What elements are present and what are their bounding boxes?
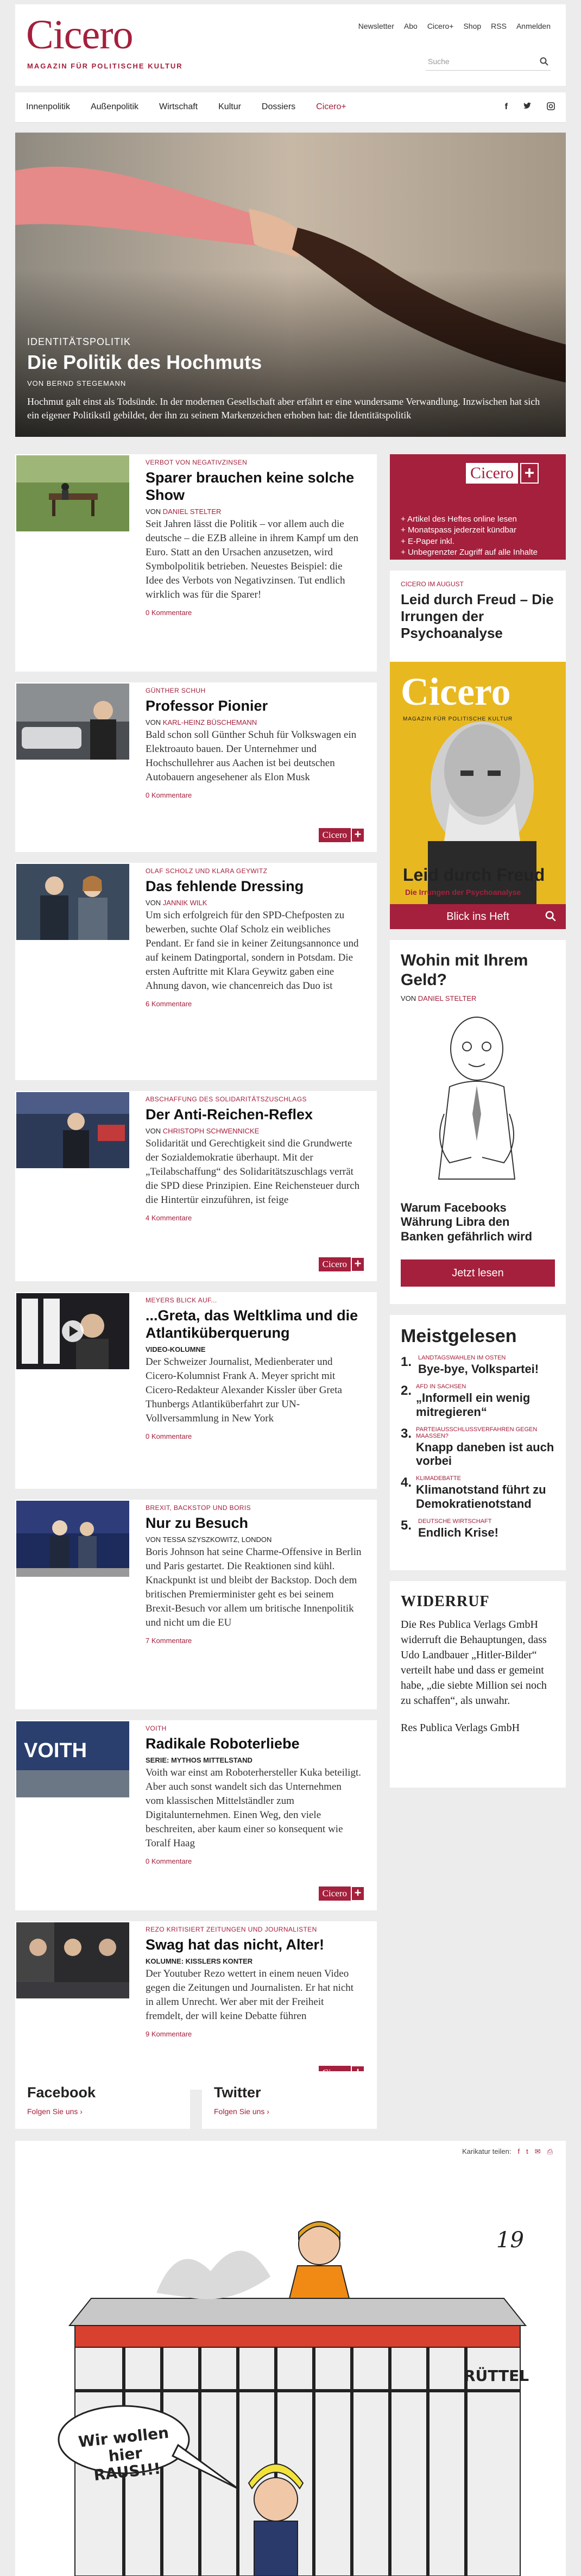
article-teaser: Um sich erfolgreich für den SPD-Chefposten zu bewerben, suchte Olaf Scholz ein weibliches Pendant. Er fand sie in keiner Zeitungsannonce und auf keinem Datingportal, sondern in Potsdam. Die ersten Auftritte mit Klara Geywitz gaben eine Ahnung davon, wie chancenreich das Duo ist xyxy=(146,909,359,992)
article-byline: VON CHRISTOPH SCHWENNICKE xyxy=(146,1126,260,1135)
promo-benefit: + Monatspass jederzeit kündbar xyxy=(401,525,555,536)
meistgelesen-item[interactable]: 4. KLIMADEBATTE Klimanotstand führt zu Demokratienotstand xyxy=(401,1475,546,1510)
geld-subtitle[interactable]: Warum Facebooks Währung Libra den Banken gefährlich wird xyxy=(401,1201,533,1243)
article-kicker: OLAF SCHOLZ UND KLARA GEYWITZ xyxy=(146,867,268,875)
share-twitter-icon[interactable]: t xyxy=(526,2147,528,2155)
article-thumbnail[interactable] xyxy=(16,864,129,940)
article-card[interactable] xyxy=(15,682,377,852)
meistgelesen-item[interactable]: 5. DEUTSCHE WIRTSCHAFT Endlich Krise! xyxy=(401,1518,498,1540)
nav-aussenpolitik[interactable]: Außenpolitik xyxy=(90,102,138,111)
article-byline: VON JANNIK WILK xyxy=(146,898,207,907)
article-kicker: MEYERS BLICK AUF... xyxy=(146,1296,217,1304)
hero-byline: VON BERND STEGEMANN xyxy=(27,379,127,388)
promo-benefit: + Artikel des Heftes online lesen xyxy=(401,514,555,525)
article-card[interactable] xyxy=(15,863,377,1080)
widerruf-title: WIDERRUF xyxy=(401,1593,490,1610)
nav-dossiers[interactable]: Dossiers xyxy=(261,102,296,111)
geld-byline: VON DANIEL STELTER xyxy=(401,994,477,1002)
article-series: KOLUMNE: KISSLERS KONTER xyxy=(146,1957,253,1965)
site-header xyxy=(15,4,566,86)
article-title[interactable]: Professor Pionier xyxy=(146,698,268,714)
issue-kicker: CICERO IM AUGUST xyxy=(401,580,464,588)
article-title[interactable]: Der Anti-Reichen-Reflex xyxy=(146,1106,313,1123)
article-title[interactable]: Nur zu Besuch xyxy=(146,1515,249,1531)
toplink-newsletter[interactable]: Newsletter xyxy=(358,22,394,30)
promo-benefit: + E-Paper inkl. xyxy=(401,536,555,547)
article-teaser: Boris Johnson hat seine Charme-Offensive in Berlin und Paris gestartet. Die Reaktionen sind kühl. Knackpunkt ist und bleibt der Backstop. Doch dem britischen Premierminister geht es bei seinem Brexit-Besuch vor allem um britische Innenpolitik und nicht um die EU xyxy=(146,1546,362,1628)
magazine-cover[interactable] xyxy=(390,662,566,906)
toplink-abo[interactable]: Abo xyxy=(403,22,418,30)
article-thumbnail[interactable] xyxy=(16,1922,129,1998)
article-card[interactable] xyxy=(15,1292,377,1489)
article-byline: VON KARL-HEINZ BÜSCHEMANN xyxy=(146,718,257,726)
article-thumbnail[interactable] xyxy=(16,684,129,760)
article-series: VIDEO-KOLUMNE xyxy=(146,1345,206,1353)
article-title[interactable]: Sparer brauchen keine solche Show xyxy=(146,469,355,503)
cartoon-section xyxy=(15,2141,566,2576)
meistgelesen-title: Meistgelesen xyxy=(401,1326,517,1346)
facebook-icon[interactable]: f xyxy=(504,102,508,111)
instagram-icon[interactable] xyxy=(547,102,555,113)
article-byline xyxy=(146,1957,362,1965)
nav-wirtschaft[interactable]: Wirtschaft xyxy=(159,102,198,111)
toplink-anmelden[interactable]: Anmelden xyxy=(516,22,551,30)
article-kicker: ABSCHAFFUNG DES SOLIDARITÄTSZUSCHLAGS xyxy=(146,1095,307,1103)
geld-teaser[interactable] xyxy=(390,940,566,1304)
top-links xyxy=(358,22,551,30)
author-sketch xyxy=(412,1005,542,1190)
meistgelesen-item[interactable]: 3. PARTEIAUSSCHLUSSVERFAHREN GEGEN MAASSEN? Knapp daneben ist auch vorbei xyxy=(401,1426,554,1468)
site-tagline: MAGAZIN FÜR POLITISCHE KULTUR xyxy=(27,62,183,70)
hero-teaser: Hochmut galt einst als Todsünde. In der modernen Gesellschaft aber erfährt er eine wundersame Verwandlung. Inzwischen hat sich ein eigener Politikstil gebildet, der ihn zu seinem Markenzeichen erhoben hat: die Identitätspolitik xyxy=(27,396,540,421)
issue-title[interactable]: Leid durch Freud – Die Irrungen der Psychoanalyse xyxy=(401,591,554,642)
nav-cicero-plus[interactable]: Cicero+ xyxy=(316,102,346,111)
article-card[interactable] xyxy=(15,1091,377,1281)
article-card[interactable] xyxy=(15,1500,377,1709)
article-kicker: BREXIT, BACKSTOP UND BORIS xyxy=(146,1504,251,1512)
svg-text:VOITH: VOITH xyxy=(24,1739,87,1762)
search-placeholder: Suche xyxy=(428,57,450,66)
article-title[interactable]: ...Greta, das Weltklima und die Atlantiküberquerung xyxy=(146,1307,358,1341)
main-nav xyxy=(15,92,566,123)
article-author[interactable]: DANIEL STELTER xyxy=(162,507,222,516)
article-teaser: Voith war einst am Roboterhersteller Kuka beteiligt. Aber auch sonst wandelt sich das Unternehmen vom klassischen Mittelständler zum Digitalunternehmen. Einen Weg, den viele beschreiten, aber kaum einer so konsequent wie Toralf Haag xyxy=(146,1766,361,1849)
cartoon-artist: RÜTTEL xyxy=(464,2367,529,2385)
toplink-rss[interactable]: RSS xyxy=(491,22,507,30)
cartoon-year: 19 xyxy=(496,2228,524,2253)
facebook-follow-link[interactable]: Folgen Sie uns › xyxy=(27,2107,83,2116)
article-comments[interactable]: 0 Kommentare xyxy=(146,1857,192,1865)
article-author[interactable]: KARL-HEINZ BÜSCHEMANN xyxy=(162,718,257,726)
article-card[interactable] xyxy=(15,1921,377,2090)
article-teaser: Seit Jahren lässt die Politik – vor allem auch die deutsche – die EZB alleine in ihrem Kampf um den Euro. Statt an den Ursachen anzusetzen, wird Symbolpolitik betrieben. Neuestes Beispiel: die Idee des Verbots von Negativzinsen. Tut endlich wirklich was für die Sparer! xyxy=(146,518,359,600)
cicero-plus-badge: Cicero + xyxy=(319,1886,364,1901)
cicero-plus-badge: Cicero + xyxy=(319,828,364,842)
meistgelesen-item[interactable]: 2. AFD IN SACHSEN „Informell ein wenig mitregieren“ xyxy=(401,1383,531,1419)
hero-article[interactable] xyxy=(15,133,566,437)
meistgelesen-item[interactable]: 1. LANDTAGSWAHLEN IM OSTEN Bye-bye, Volkspartei! xyxy=(401,1355,539,1376)
article-kicker: VERBOT VON NEGATIVZINSEN xyxy=(146,459,248,466)
cicero-plus-promo[interactable] xyxy=(390,454,566,560)
cover-logo: Cicero xyxy=(401,670,511,713)
share-email-icon[interactable]: ✉ xyxy=(534,2147,541,2155)
share-print-icon[interactable]: ⎙ xyxy=(547,2147,553,2155)
site-logo[interactable]: Cicero xyxy=(26,12,133,58)
cartoon-speech: Wir wollen hier RAUS!!! xyxy=(77,2423,170,2485)
article-kicker: GÜNTHER SCHUH xyxy=(146,687,206,694)
article-card[interactable] xyxy=(15,454,377,672)
article-author[interactable]: CHRISTOPH SCHWENNICKE xyxy=(162,1126,260,1135)
article-comments[interactable]: 6 Kommentare xyxy=(146,999,192,1008)
article-title[interactable]: Swag hat das nicht, Alter! xyxy=(146,1936,325,1953)
blick-ins-heft-button[interactable]: Blick ins Heft xyxy=(390,904,566,929)
search-icon xyxy=(545,911,556,922)
nav-kultur[interactable]: Kultur xyxy=(218,102,241,111)
article-byline xyxy=(146,1756,362,1764)
article-teaser: Der Schweizer Journalist, Medienberater und Cicero-Kolumnist Frank A. Meyer spricht mit Cicero-Redakteur Alexander Kissler über Greta Thunbergs Atlantiküberfahrt zur UN-Vollversammlung in New York xyxy=(146,1356,342,1424)
cover-tagline: MAGAZIN FÜR POLITISCHE KULTUR xyxy=(403,716,513,722)
facebook-title: Facebook xyxy=(27,2084,96,2101)
meistgelesen-box xyxy=(390,1315,566,1570)
article-kicker: REZO KRITISIERT ZEITUNGEN UND JOURNALISTEN xyxy=(146,1926,317,1933)
cover-subtitle: Die Irrungen der Psychoanalyse xyxy=(405,888,521,897)
article-teaser: Bald schon soll Günther Schuh für Volkswagen ein Elektroauto bauen. Der Unternehmer und Hochschullehrer aus Aachen ist bei deutschen Autobauern angesehener als Elon Musk xyxy=(146,729,357,783)
article-author[interactable]: TESSA SZYSZKOWITZ, LONDON xyxy=(162,1535,272,1544)
geld-title[interactable]: Wohin mit Ihrem Geld? xyxy=(401,951,528,989)
facebook-follow-box[interactable] xyxy=(15,2071,190,2129)
article-byline: VON TESSA SZYSZKOWITZ, LONDON xyxy=(146,1535,272,1544)
article-comments[interactable]: 0 Kommentare xyxy=(146,791,192,799)
article-comments[interactable]: 9 Kommentare xyxy=(146,2029,192,2038)
geld-author[interactable]: DANIEL STELTER xyxy=(418,994,477,1002)
article-byline: VON DANIEL STELTER xyxy=(146,507,222,516)
promo-benefit: + Unbegrenzter Zugriff auf alle Inhalte xyxy=(401,547,555,558)
article-comments[interactable]: 7 Kommentare xyxy=(146,1636,192,1645)
nav-innenpolitik[interactable]: Innenpolitik xyxy=(26,102,70,111)
article-teaser: Der Youtuber Rezo wettert in einem neuen Video gegen die Zeitungen und Journalisten. Er hat nicht in allem Unrecht. Wer aber mit der Freiheit fremdelt, der will keine Debatte führen xyxy=(146,1967,354,2022)
widerruf-text: Die Res Publica Verlags GmbH widerruft die Behauptungen, dass Udo Landbauer „Hitler-Bilder“ verteilt habe und dass er gemeint habe, „die siebte Million sei noch zu schaffen“, als unwahr. xyxy=(401,1619,547,1707)
article-kicker: VOITH xyxy=(146,1725,167,1732)
article-teaser: Solidarität und Gerechtigkeit sind die Grundwerte der Sozialdemokratie überhaupt. Mit der „Teilabschaffung“ des Solidaritätszuschlags verrät die SPD diese Prinzipien. Eine Reichensteuer durch die Hintertür einzuführen, ist feige xyxy=(146,1137,360,1206)
search-icon[interactable] xyxy=(540,57,548,66)
cartoon-share-label: Karikatur teilen: xyxy=(462,2147,511,2155)
article-thumbnail[interactable] xyxy=(16,1092,129,1168)
widerruf-signature: Res Publica Verlags GmbH xyxy=(401,1722,520,1734)
widerruf-box xyxy=(390,1581,566,1788)
video-thumbnail[interactable] xyxy=(16,1293,129,1369)
promo-benefits xyxy=(401,514,555,558)
search-input[interactable] xyxy=(426,52,551,71)
article-author[interactable]: JANNIK WILK xyxy=(162,898,207,907)
twitter-icon[interactable] xyxy=(523,102,532,113)
cartoon-share xyxy=(462,2147,553,2156)
cover-title: Leid durch Freud xyxy=(403,865,545,885)
article-byline xyxy=(146,1345,362,1353)
toplink-cicero-plus[interactable]: Cicero+ xyxy=(427,22,454,30)
share-facebook-icon[interactable]: f xyxy=(517,2147,520,2155)
twitter-follow-box[interactable] xyxy=(202,2071,377,2129)
toplink-shop[interactable]: Shop xyxy=(463,22,482,30)
article-comments[interactable]: 0 Kommentare xyxy=(146,608,192,617)
hero-kicker: IDENTITÄTSPOLITIK xyxy=(27,336,131,348)
article-thumbnail[interactable] xyxy=(16,1721,129,1797)
cicero-plus-badge: Cicero + xyxy=(319,1257,364,1271)
article-series: SERIE: MYTHOS MITTELSTAND xyxy=(146,1756,252,1764)
twitter-title: Twitter xyxy=(214,2084,261,2101)
twitter-follow-link[interactable]: Folgen Sie uns › xyxy=(214,2107,269,2116)
cicero-plus-logo: Cicero + xyxy=(466,463,539,484)
article-comments[interactable]: 4 Kommentare xyxy=(146,1213,192,1222)
article-card[interactable] xyxy=(15,1720,377,1910)
article-title[interactable]: Radikale Roboterliebe xyxy=(146,1735,300,1752)
hero-title[interactable]: Die Politik des Hochmuts xyxy=(27,351,262,374)
article-comments[interactable]: 0 Kommentare xyxy=(146,1432,192,1440)
article-thumbnail[interactable] xyxy=(16,1501,129,1577)
article-title[interactable]: Das fehlende Dressing xyxy=(146,878,304,894)
article-thumbnail[interactable] xyxy=(16,455,129,531)
jetzt-lesen-button[interactable]: Jetzt lesen xyxy=(401,1259,555,1287)
current-issue[interactable] xyxy=(390,571,566,929)
